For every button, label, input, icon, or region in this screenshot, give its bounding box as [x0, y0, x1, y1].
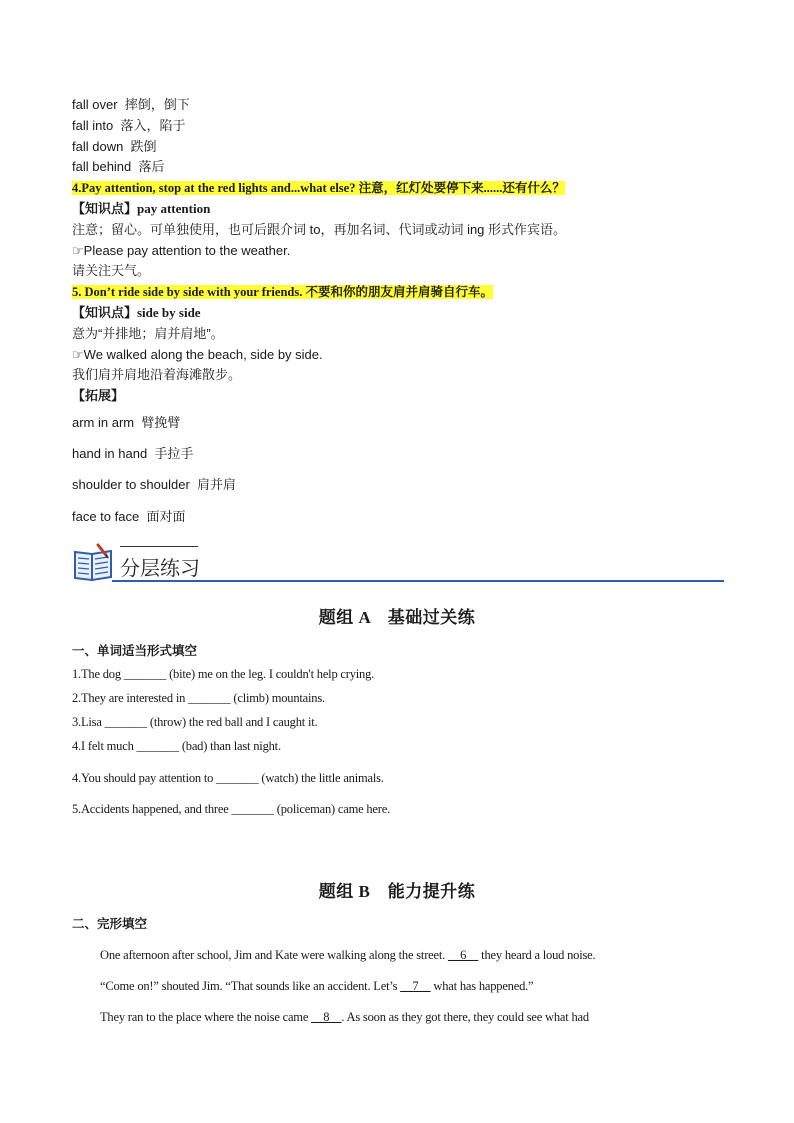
question-item: 5.Accidents happened, and three _______ (policeman) came here.: [72, 802, 391, 816]
cloze-text: what has happened.”: [430, 979, 534, 993]
vocab-item: [72, 117, 185, 135]
highlighted-sentence: 5. Don’t ride side by side with your friends. 不要和你的朋友肩并肩骑自行车。: [72, 285, 493, 299]
vocab-en: hand in hand: [72, 446, 148, 461]
cloze-text: They ran to the place where the noise came: [100, 1010, 312, 1024]
vocab-en: fall into: [72, 118, 114, 133]
vocab-item: [72, 508, 185, 526]
vocab-cn: 摔倒，倒下: [124, 97, 190, 112]
cloze-text: . As soon as they got there, they could see what had: [341, 1010, 589, 1024]
example-chinese: 我们肩并肩地沿着海滩散步。: [72, 367, 242, 382]
cloze-blank: __8__: [311, 1010, 342, 1024]
vocab-cn: 面对面: [146, 509, 186, 524]
vocab-en: fall over: [72, 97, 118, 112]
example-chinese: 请关注天气。: [72, 263, 151, 278]
vocab-cn: 臂挽臂: [141, 415, 181, 430]
section-header: [72, 540, 724, 584]
cloze-text: they heard a loud noise.: [478, 948, 596, 962]
vocab-en: shoulder to shoulder: [72, 477, 190, 492]
vocab-cn: 肩并肩: [197, 477, 237, 492]
vocab-en: fall behind: [72, 159, 132, 174]
part-label: 二、完形填空: [72, 917, 148, 931]
vocab-cn: 落入，陷于: [120, 118, 186, 133]
section-title: 分层练习: [120, 556, 200, 580]
example-english: ☞We walked along the beach, side by side.: [72, 347, 323, 362]
vocab-item: [72, 414, 180, 432]
knowledge-point-label: 【知识点】side by side: [72, 305, 201, 320]
group-a-title: 题组 A 基础过关练: [318, 608, 476, 627]
vocab-cn: 落后: [138, 159, 165, 174]
knowledge-point-label: 【知识点】pay attention: [72, 201, 211, 216]
part-label: 一、单词适当形式填空: [72, 644, 198, 658]
vocab-item: [72, 96, 190, 114]
cloze-blank: __6__: [447, 948, 479, 962]
cloze-paragraph: [100, 1010, 589, 1025]
vocab-item: [72, 445, 193, 463]
title-overline: [120, 546, 198, 547]
vocab-en: fall down: [72, 139, 124, 154]
explanation-text: 注意；留心。可单独使用，也可后跟介词 to，再加名词、代词或动词 ing 形式作宾语。: [72, 222, 567, 237]
section-divider: [112, 580, 724, 582]
vocab-item: [72, 158, 165, 176]
question-item: 1.The dog _______ (bite) me on the leg. I couldn't help crying.: [72, 667, 375, 681]
vocab-item: [72, 476, 236, 494]
cloze-paragraph: [100, 979, 533, 994]
cloze-text: “Come on!” shouted Jim. “That sounds like an accident. Let’s: [100, 979, 401, 993]
question-item: 2.They are interested in _______ (climb) mountains.: [72, 691, 325, 705]
vocab-item: [72, 138, 157, 156]
cloze-blank: __7__: [400, 979, 431, 993]
expand-label: 【拓展】: [72, 388, 125, 403]
question-item: 4.I felt much _______ (bad) than last night.: [72, 739, 281, 753]
vocab-en: arm in arm: [72, 415, 135, 430]
point-5-heading: [72, 283, 493, 301]
point-4-heading: [72, 179, 565, 197]
example-english: ☞Please pay attention to the weather.: [72, 243, 291, 258]
vocab-en: face to face: [72, 509, 140, 524]
cloze-paragraph: [100, 948, 595, 963]
explanation-text: 意为“并排地；肩并肩地”。: [72, 326, 224, 341]
group-b-title: 题组 B 能力提升练: [318, 882, 476, 901]
cloze-text: One afternoon after school, Jim and Kate were walking along the street.: [100, 948, 448, 962]
highlighted-sentence: 4.Pay attention, stop at the red lights and...what else? 注意，红灯处要停下来......还有什么？: [72, 181, 565, 195]
book-icon: [72, 542, 114, 582]
question-item: 3.Lisa _______ (throw) the red ball and I caught it.: [72, 715, 318, 729]
vocab-cn: 跌倒: [130, 139, 157, 154]
vocab-cn: 手拉手: [154, 446, 194, 461]
question-item: 4.You should pay attention to _______ (watch) the little animals.: [72, 771, 384, 785]
